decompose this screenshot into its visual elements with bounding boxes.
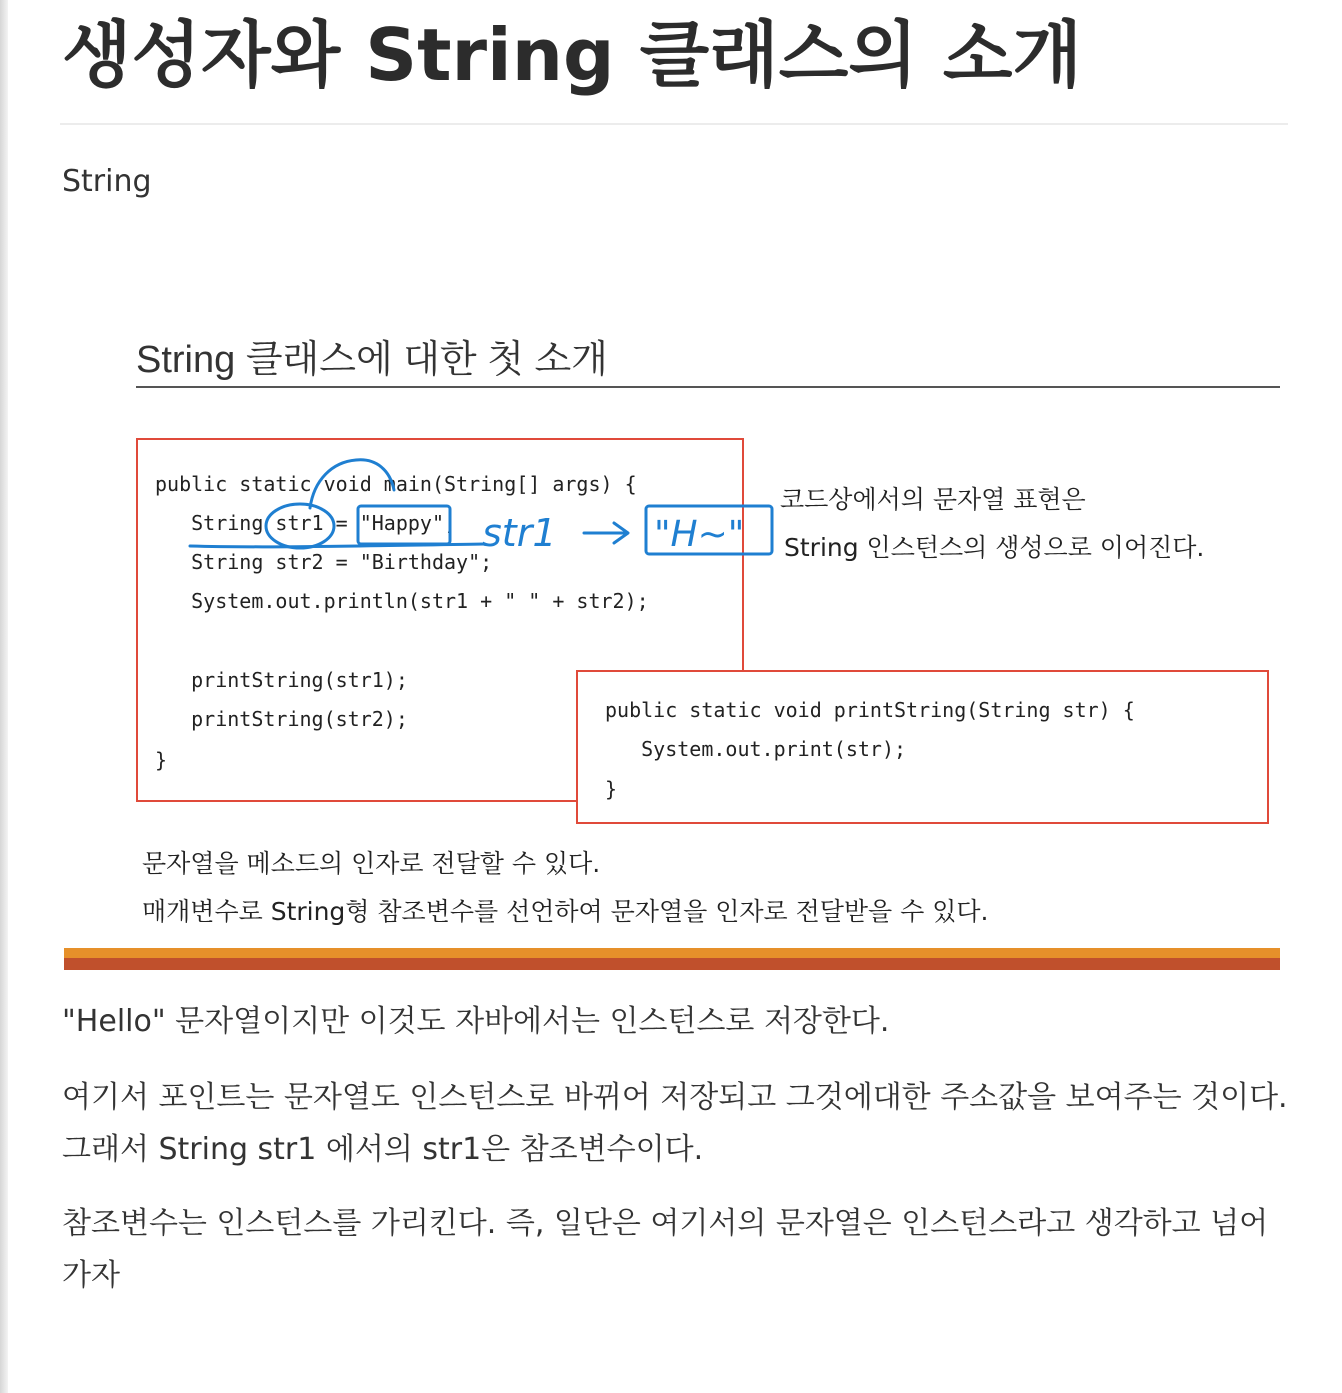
slide-band-top bbox=[64, 948, 1280, 958]
slide-title: String 클래스에 대한 첫 소개 bbox=[136, 339, 608, 381]
code-line: System.out.print(str); bbox=[605, 737, 907, 761]
slide-bottom-note: 매개변수로 String형 참조변수를 선언하여 문자열을 인자로 전달받을 수 있다. bbox=[142, 897, 989, 926]
code-line: } bbox=[155, 748, 168, 772]
pen-box-happy bbox=[358, 506, 450, 544]
paragraph: 참조변수는 인스턴스를 가리킨다. 즉, 일단은 여기서의 문자열은 인스턴스라고 생각하고 넘어가자 bbox=[62, 1206, 1269, 1293]
slide-band-bottom bbox=[64, 958, 1280, 970]
pen-value-h: "H~" bbox=[654, 514, 745, 555]
lecture-slide-image bbox=[64, 300, 1280, 972]
side-note-line: String 인스턴스의 생성으로 이어진다. bbox=[784, 533, 1205, 562]
code-line: } bbox=[605, 777, 618, 801]
side-note-line: 코드상에서의 문자열 표현은 bbox=[780, 485, 1086, 514]
code-line: String str2 = "Birthday"; bbox=[155, 550, 493, 574]
pen-label-str1: str1 bbox=[482, 511, 557, 555]
paragraph: 여기서 포인트는 문자열도 인스턴스로 바뀌어 저장되고 그것에대한 주소값을 보여주는 것이다. 그래서 String str1 에서의 str1은 참조변수이다. bbox=[62, 1080, 1288, 1167]
page-left-shadow bbox=[0, 0, 8, 1393]
code-line: public static void printString(String str) { bbox=[605, 698, 1135, 722]
code-line: public static void main(String[] args) { bbox=[155, 472, 637, 496]
pen-underline bbox=[190, 544, 484, 547]
handwritten-annotations bbox=[64, 300, 1280, 972]
code-line: System.out.println(str1 + " " + str2); bbox=[155, 589, 649, 613]
paragraph: "Hello" 문자열이지만 이것도 자바에서는 인스턴스로 저장한다. bbox=[62, 1004, 890, 1039]
slide-bottom-note: 문자열을 메소드의 인자로 전달할 수 있다. bbox=[142, 849, 601, 878]
title-divider bbox=[60, 123, 1288, 125]
page-title: 생성자와 String 클래스의 소개 bbox=[62, 13, 1082, 97]
intro-text: String bbox=[62, 164, 152, 199]
pen-circle-str1 bbox=[266, 504, 334, 548]
code-line: String str1 = "Happy"; bbox=[155, 511, 457, 535]
code-line: printString(str2); bbox=[155, 707, 408, 731]
code-line: printString(str1); bbox=[155, 668, 408, 692]
pen-loop-stroke bbox=[310, 460, 394, 508]
